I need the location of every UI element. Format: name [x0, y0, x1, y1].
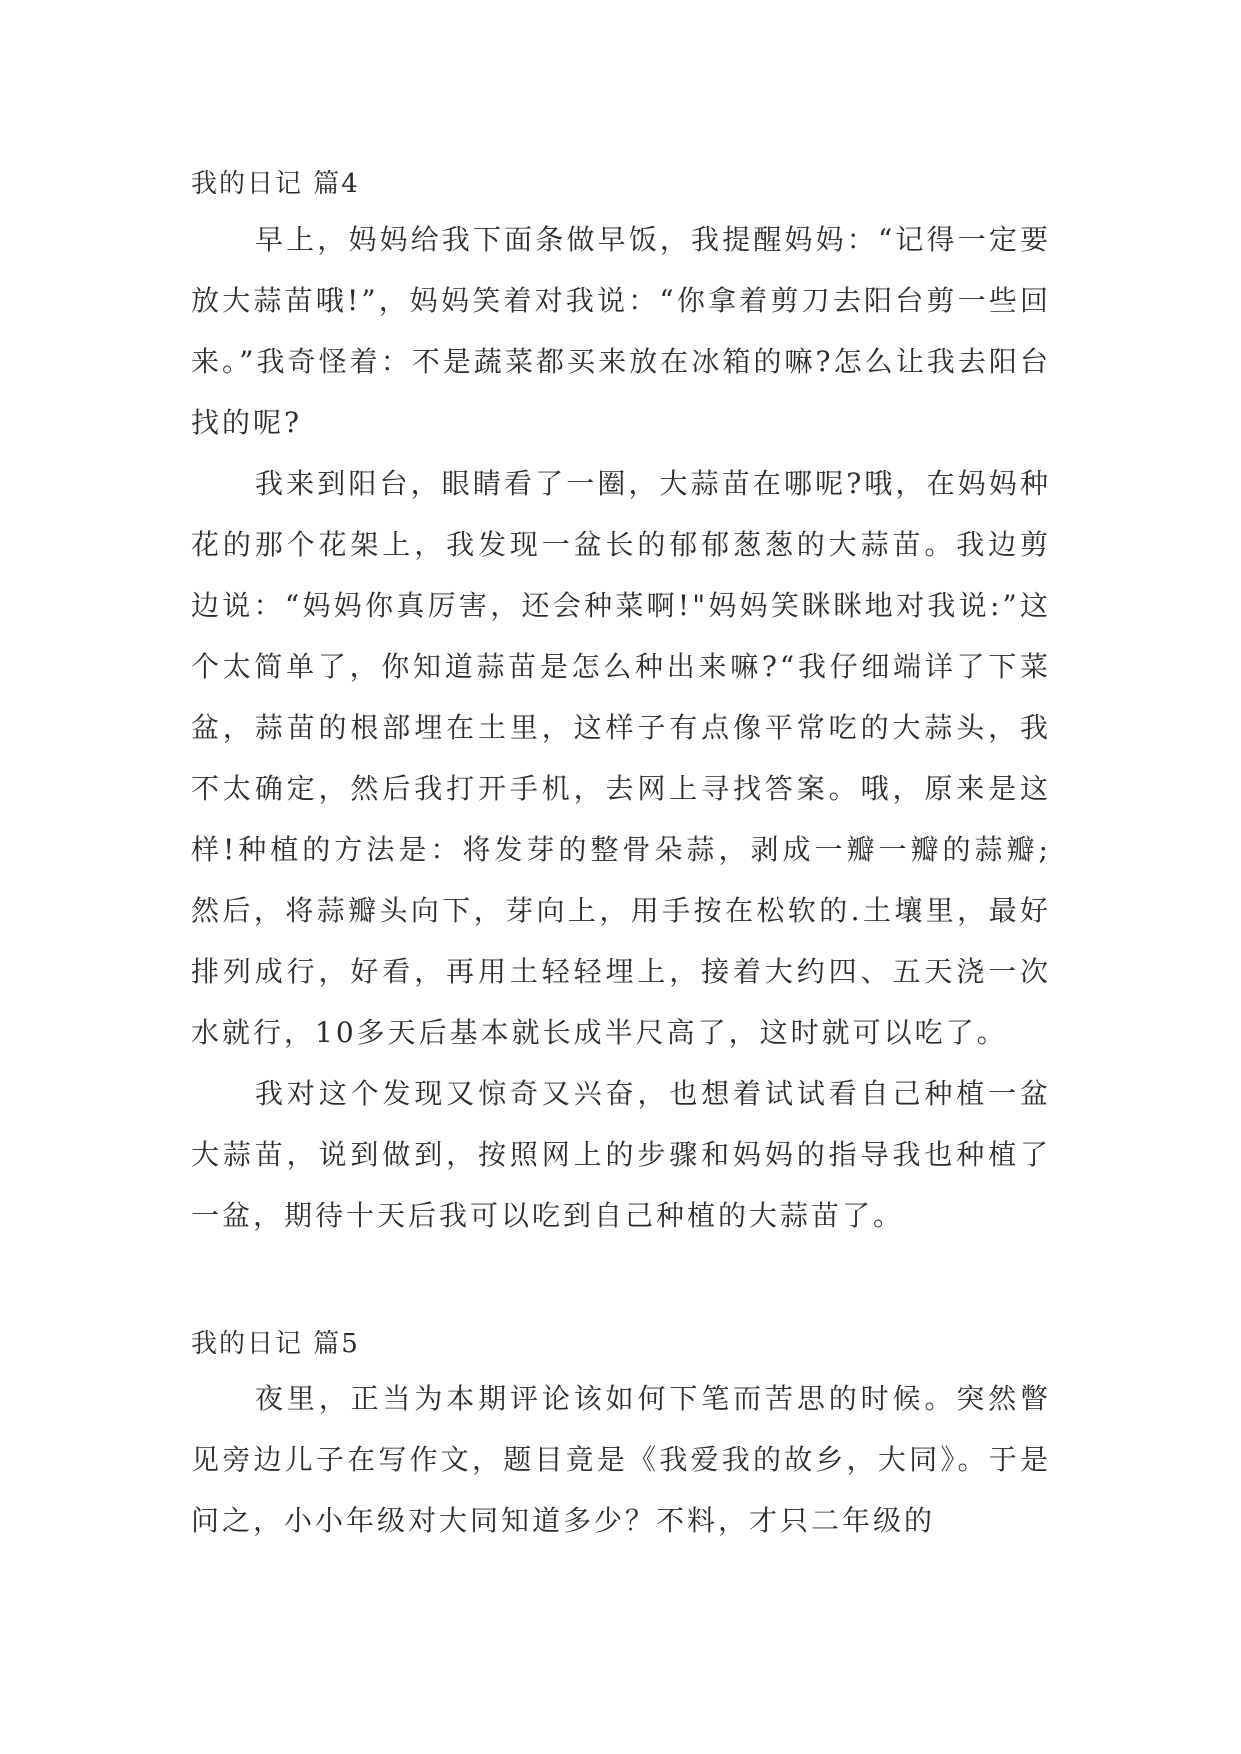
entry-body: [191, 1368, 1051, 1551]
entry-heading: [191, 1324, 1051, 1364]
paragraph: 我来到阳台，眼睛看了一圈，大蒜苗在哪呢?哦，在妈妈种花的那个花架上，我发现一盆长的郁郁葱葱的大蒜苗。我边剪边说：“妈妈你真厉害，还会种菜啊!"妈妈笑眯眯地对我说:”这个太简单了，你知道蒜苗是怎么种出来嘛?“我仔细端详了下菜盆，蒜苗的根部埋在土里，这样子有点像平常吃的大蒜头，我不太确定，然后我打开手机，去网上寻找答案。哦，原来是这样!种植的方法是：将发芽的整骨朵蒜，剥成一瓣一瓣的蒜瓣;然后，将蒜瓣头向下，芽向上，用手按在松软的.土壤里，最好排列成行，好看，再用土轻轻埋上，接着大约四、五天浇一次水就行，10多天后基本就长成半尺高了，这时就可以吃了。: [191, 467, 1051, 1049]
paragraph: 我对这个发现又惊奇又兴奋，也想着试试看自己种植一盆大蒜苗，说到做到，按照网上的步骤和妈妈的指导我也种植了一盆，期待十天后我可以吃到自己种植的大蒜苗了。: [191, 1077, 1051, 1232]
paragraph: 夜里，正当为本期评论该如何下笔而苦思的时候。突然瞥见旁边儿子在写作文，题目竟是《我爱我的故乡，大同》。于是问之，小小年级对大同知道多少？不料，才只二年级的: [191, 1382, 1051, 1537]
entry-title: 我的日记 篇5: [191, 1329, 360, 1359]
entry-body: [191, 209, 1051, 1246]
entry-title: 我的日记 篇4: [191, 169, 360, 199]
entry-heading: [191, 164, 1051, 204]
paragraph: 早上，妈妈给我下面条做早饭，我提醒妈妈：“记得一定要放大蒜苗哦!”，妈妈笑着对我说：“你拿着剪刀去阳台剪一些回来。”我奇怪着：不是蔬菜都买来放在冰箱的嘛?怎么让我去阳台找的呢?: [191, 223, 1051, 439]
